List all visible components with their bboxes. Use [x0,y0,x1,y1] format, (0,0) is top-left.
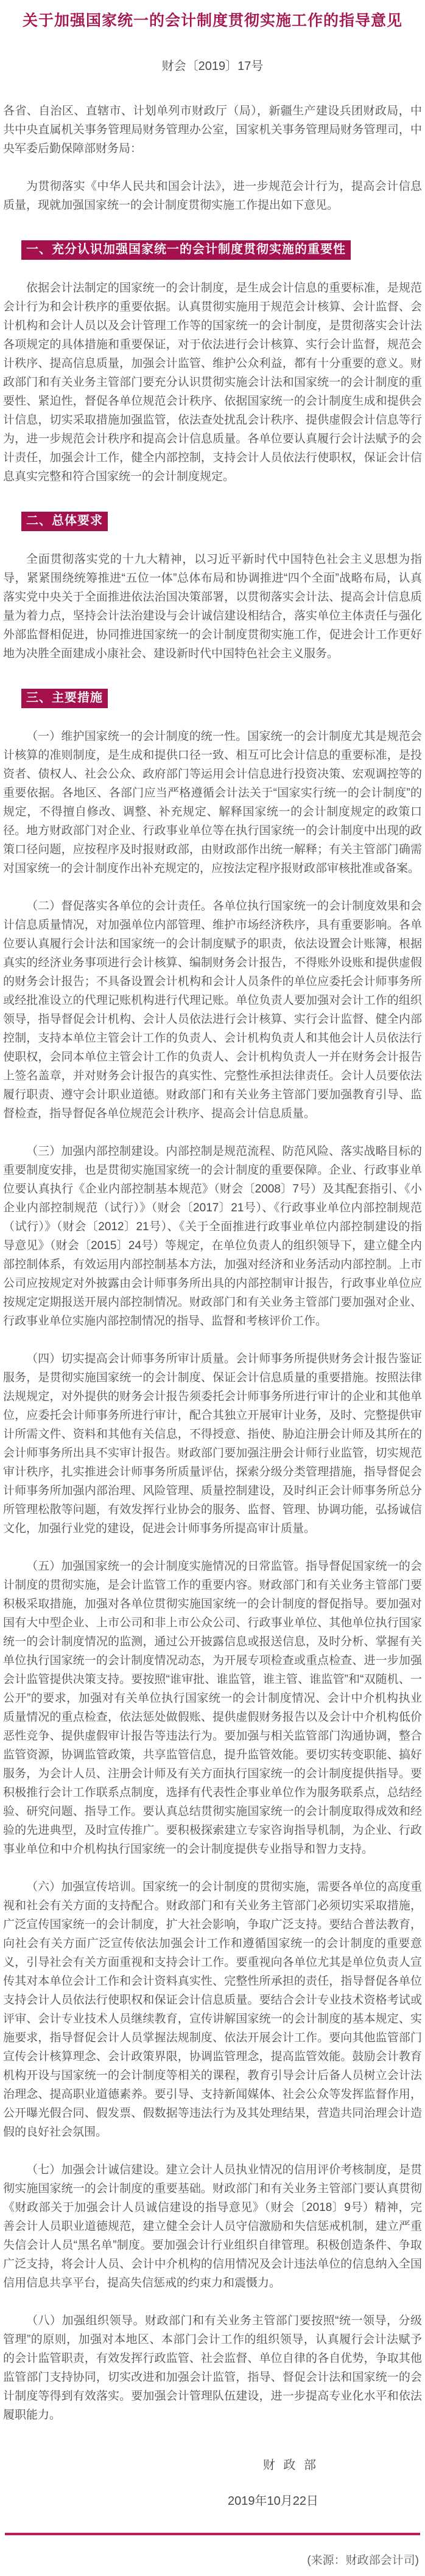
document-title: 关于加强国家统一的会计制度贯彻实施工作的指导意见 [22,12,402,29]
doc-number: 财会〔2019〕17号 [161,59,264,73]
section-3-paragraph-5: （五）加强国家统一的会计制度实施情况的日常监管。指导督促国家统一的会计制度的贯彻实施，是会计监管工作的重要内容。财政部门和有关业务主管部门要积极采取措施，加强对各单位贯彻实施国家统一的会计制度的督促指导。要加强对国有大中型企业、上市公司和非上市公众公司、行政事业单位、其他单位执行国家统一的会计制度情况的监测，通过公开披露信息或报送信息，及时分析、掌握有关单位执行国家统一的会计制度情况动态，为开展专项检查或重点检查、进一步加强会计监管提供决策支持。要按照“谁审批、谁监管，谁主管、谁监管”和“双随机、一公开”的要求，加强对有关单位执行国家统一的会计制度情况、会计中介机构执业质量情况的重点检查，依法惩处做假账、提供虚假财务报告以及会计中介机构低价恶性竞争、提供虚假审计报告等违法行为。要加强与相关监管部门沟通协调，整合监管资源，协调监管政策，共享监管信息，提升监管效能。要切实转变职能、搞好服务，为会计人员、注册会计师及有关方面执行国家统一的会计制度提供指导。要积极推行会计工作联系点制度，选择有代表性企事业单位作为服务联系点，总结经验、研究问题、指导工作。要认真总结贯彻实施国家统一的会计制度取得成效和经验的先进典型，及时宣传推广。要积极探索建立专家咨询指导机制，为企业、行政事业单位和中介机构执行国家统一的会计制度提供专业指导和智力支持。 [3,1559,422,1856]
section-2-paragraph: 全面贯彻落实党的十九大精神，以习近平新时代中国特色社会主义思想为指导，紧紧围绕统筹推进“五位一体”总体布局和协调推进“四个全面”战略布局，认真落实党中央关于全面推进依法治国决策部署，以贯彻落实会计法、提高会计信息质量为着力点，坚持会计法治建设与会计诚信建设相结合，落实单位主体责任与强化外部监督相促进，协同推进国家统一的会计制度贯彻实施工作，促进会计工作更好地为决胜全面建成小康社会、建设新时代中国特色社会主义服务。 [3,552,422,660]
salutation: 各省、自治区、直辖市、计划单列市财政厅（局），新疆生产建设兵团财政局，中共中央直属机关事务管理局财务管理办公室，国家机关事务管理局财务管理司，中央军委后勤保障部财务局： [3,104,422,155]
footer-divider [5,2533,420,2535]
section-1-heading: 一、充分认识加强国家统一的会计制度贯彻实施的重要性 [21,240,351,260]
section-3-paragraph-8: （八）加强组织领导。财政部门和有关业务主管部门要按照“统一领导，分级管理”的原则，加强对本地区、本部门会计工作的组织领导，认真履行会计法赋予的会计监管职责，有效发挥行政监管、社会监督、单位自律的各自优势，争取其他监管部门支持协同，切实改进和加强会计监管，指导、督促会计法和国家统一的会计制度等得到有效落实。要加强会计管理队伍建设，进一步提高专业化水平和依法履职能力。 [3,2314,422,2421]
section-3-paragraph-7: （七）加强会计诚信建设。建立会计人员执业情况的信用评价考核制度，是贯彻实施国家统一的会计制度的重要基础。财政部门和有关业务主管部门要认真贯彻《财政部关于加强会计人员诚信建设的指导意见》（财会〔2018〕9号）精神，完善会计人员职业道德规范，建立健全会计人员守信激励和失信惩戒机制，建立严重失信会计人员“黑名单”制度。要加强会计行业组织自律管理。积极创造条件、争取广泛支持，将会计人员、会计中介机构的信用情况及会计违法单位的信息纳入全国信用信息共享平台，提高失信惩戒的约束力和震慑力。 [3,2163,422,2289]
section-3-paragraph-1: （一）维护国家统一的会计制度的统一性。国家统一的会计制度尤其是规范会计核算的准则制度，是生成和提供口径一致、相互可比会计信息的重要标准，是投资者、债权人、社会公众、政府部门等运用会计信息进行投资决策、宏观调控等的重要依据。各地区、各部门应当严格遵循会计法关于“国家实行统一的会计制度”的规定，不得擅自修改、调整、补充规定、解释国家统一的会计制度规定的政策口径。地方财政部门对企业、行政事业单位等在执行国家统一的会计制度中出现的政策口径问题，应按程序及时报财政部，由财政部作出统一解释；有关主管部门确需对国家统一的会计制度作出补充规定的，应按法定程序报财政部审核批准或备案。 [3,729,422,875]
signature: 财 政 部 [262,2458,318,2472]
section-3-paragraph-3: （三）加强内部控制建设。内部控制是规范流程、防范风险、落实战略目标的重要制度安排，也是贯彻实施国家统一的会计制度的重要保障。企业、行政事业单位要认真执行《企业内部控制基本规范》（财会〔2008〕7号）及其配套指引、《小企业内部控制规范（试行）》（财会〔2017〕21号）、《行政事业单位内部控制规范（试行）》（财会〔2012〕21号）、《关于全面推进行政事业单位内部控制建设的指导意见》（财会〔2015〕24号）等规定，在单位负责人的组织领导下，建立健全内部控制体系，有效运用内部控制基本方法，加强对经济和业务活动内部控制。上市公司应按规定对外披露由会计师事务所出具的内部控制审计报告，行政事业单位应按规定定期报送开展内部控制情况。财政部门和有关业务主管部门要加强对企业、行政事业单位实施内部控制情况的指导、监督和考核评价工作。 [3,1144,422,1328]
section-3 [3,689,422,2425]
section-3-paragraph-6: （六）加强宣传培训。国家统一的会计制度的贯彻实施，需要各单位的高度重视和社会有关方面的支持配合。财政部门和有关业务主管部门必须切实采取措施，广泛宣传国家统一的会计制度，扩大社会影响，争取广泛支持。要结合普法教育，向社会有关方面广泛宣传依法加强会计工作和遵循国家统一的会计制度的重要意义，引导社会有关方面重视和支持会计工作。要重视向各单位尤其是单位负责人宣传其对本单位会计工作和会计资料真实性、完整性所承担的责任，指导督促各单位支持会计人员依法行使职权和保证会计信息质量。要结合会计专业技术资格考试或评审、会计专业技术人员继续教育，宣传讲解国家统一的会计制度的基本规定、实施要求，指导督促会计人员掌握法规制度、依法开展会计工作。要向其他监管部门宣传会计核算理念、会计政策界限，协调监管理念，提高监管效能。鼓励会计教育机构开设与国家统一的会计制度等相关的课程，教育引导会计后备人员树立会计法治理念、提高职业道德素养。要引导、支持新闻媒体、社会公众等发挥监督作用，公开曝光假合同、假发票、假数据等违法行为及其处理结果，营造共同治理会计造假的良好社会氛围。 [3,1880,422,2139]
section-3-paragraph-4: （四）切实提高会计师事务所审计质量。会计师事务所提供财务会计报告鉴证服务，是贯彻实施国家统一的会计制度、保证会计信息质量的重要措施。按照法律法规规定，对外提供的财务会计报告须委托会计师事务所进行审计的企业和其他单位，应委托会计师事务所进行审计，配合其独立开展审计业务，及时、完整提供审计所需文件、资料和其他有关信息，不得授意、指使、胁迫注册会计师及其所在的会计师事务所出具不实审计报告。财政部门要加强注册会计师行业监管，切实规范审计秩序，扎实推进会计师事务所质量评估，探索分级分类管理措施，指导督促会计师事务所加强内部治理、风险管理、质量控制建设，及时纠正会计师事务所总分所管理松散等问题，有效发挥行业协会的服务、监督、管理、协调功能，弘扬诚信文化，加强行业党的建设，促进会计师事务所提高审计质量。 [3,1352,422,1535]
section-1 [3,240,422,486]
section-2-heading: 二、总体要求 [21,512,108,531]
intro-paragraph: 为贯彻落实《中华人民共和国会计法》，进一步规范会计行为，提高会计信息质量，现就加强国家统一的会计制度贯彻实施工作提出如下意见。 [3,179,422,212]
section-3-paragraph-2: （二）督促落实各单位的会计责任。各单位执行国家统一的会计制度效果和会计信息质量情况，对加强单位内部管理、维护市场经济秩序，具有重要影响。各单位要认真履行会计法和国家统一的会计制度赋予的职责，依法设置会计账簿，根据真实的经济业务事项进行会计核算、编制财务会计报告，不得账外设账和提供虚假的财务会计报告；不具备设置会计机构和会计人员条件的单位应委托会计师事务所或经批准设立的代理记账机构进行代理记账。单位负责人要加强对会计工作的组织领导，指导督促会计机构、会计人员依法进行会计核算、实行会计监督、健全内部控制，支持本单位主管会计工作的负责人、会计机构负责人和其他会计人员依法行使职权，会同本单位主管会计工作的负责人、会计机构负责人一并在财务会计报告上签名盖章，并对财务会计报告的真实性、完整性承担法律责任。会计人员要依法履行职责、遵守会计职业道德。财政部门和有关业务主管部门要加强教育引导、监督检查，指导督促各单位规范会计秩序、提高会计信息质量。 [3,899,422,1120]
section-3-heading: 三、主要措施 [21,689,108,708]
section-1-paragraph: 依据会计法制定的国家统一的会计制度，是生成会计信息的重要标准，是规范会计行为和会计秩序的重要依据。认真贯彻实施用于规范会计核算、会计监督、会计机构和会计人员以及会计管理工作等的国家统一的会计制度，是贯彻落实会计法各项规定的具体措施和重要保证，对于依法进行会计核算、实行会计监督，规范会计秩序、提高信息质量，加强会计监管、维护公众利益，都有十分重要的意义。财政部门和有关业务主管部门要充分认识贯彻实施会计法和国家统一的会计制度的重要性、紧迫性，督促各单位规范会计秩序、依据国家统一的会计制度生成和提供会计信息，切实采取措施加强监管，依法查处扰乱会计秩序、提供虚假会计信息等行为，进一步规范会计秩序和提高会计信息质量。各单位要认真履行会计法赋予的会计责任，加强会计工作，健全内部控制，支持会计人员依法行使职权，保证会计信息真实完整和符合国家统一的会计制度规定。 [3,281,422,483]
signature-date: 2019年10月22日 [228,2494,318,2508]
section-2 [3,512,422,663]
source-note: (来源：财政部会计司) [307,2553,419,2567]
